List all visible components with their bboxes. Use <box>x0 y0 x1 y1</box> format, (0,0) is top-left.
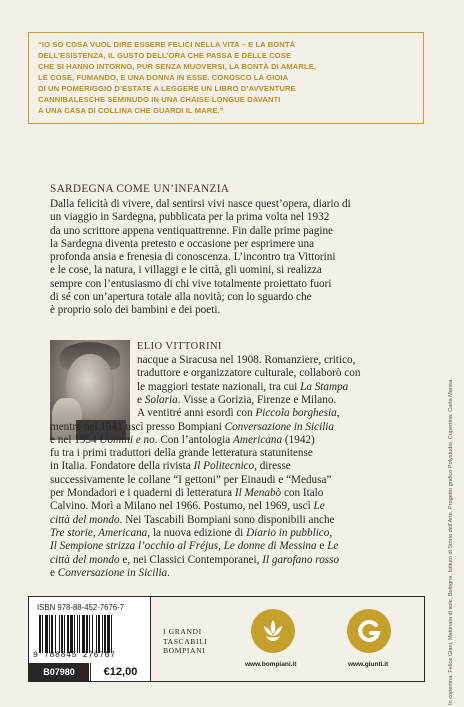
price-label: €12,00 <box>90 663 150 681</box>
quote-line: CHE SI HANNO INTORNO, PUR SENZA MUOVERSI, LA BONTÀ DI AMARLE, <box>38 62 317 71</box>
barcode-bar <box>92 615 93 653</box>
barcode-bar <box>42 615 43 653</box>
blurb-line: è proprio solo dei bambini e dei poeti. <box>50 304 221 317</box>
blurb <box>50 198 420 318</box>
quote-line: A UNA CASA DI COLLINA CHE GUARDI IL MARE.” <box>38 106 224 115</box>
barcode-bar <box>79 615 80 653</box>
bompiani-flower-icon <box>251 609 295 653</box>
blurb-line: da uno scrittore appena ventiquattrenne. Fin dalle prime pagine <box>50 224 334 237</box>
bio-line: e Conversazione in Sicilia. <box>50 566 170 579</box>
quote-line: CANNIBALESCHE SEMINUDO IN UNA CHAISE-LONGUE DAVANTI <box>38 95 281 104</box>
quote-line: DI UN POMERIGGIO D’ESTATE A LEGGERE UN LIBRO D’AVVENTURE <box>38 84 296 93</box>
barcode-bar <box>82 615 85 653</box>
bio-line: città del mondo e, nei Classici Contemporanei, Il garofano rosso <box>50 553 340 566</box>
series-line: BOMPIANI <box>163 646 206 655</box>
blurb-line: la Sardegna diventa pretesto e occasione per esprimere una <box>50 237 315 250</box>
bio-line: e Solaria. Visse a Gorizia, Firenze e Milano. <box>137 393 337 406</box>
series-panel <box>151 596 425 682</box>
quote-box <box>28 32 424 124</box>
product-code: B07980 <box>29 663 89 681</box>
series-line: TASCABILI <box>163 636 208 646</box>
barcode-bar <box>61 615 63 653</box>
barcode-bar <box>77 615 78 653</box>
barcode-bar <box>102 615 103 653</box>
barcode-bar <box>104 615 106 653</box>
bio-line: successivamente le collane “I gettoni” per Einaudi e “Medusa” <box>50 473 332 486</box>
barcode-bar <box>98 615 100 653</box>
barcode-bar <box>107 615 110 653</box>
bio-line: mentre nel 1941 uscì presso Bompiani Conversazione in Sicilia <box>50 420 335 433</box>
barcode-bars <box>39 615 143 653</box>
bio-line: Il Sempione strizza l’occhio al Fréjus, Le donne di Messina e Le <box>50 540 339 553</box>
barcode-bar <box>96 615 97 653</box>
barcode-bar <box>64 615 65 653</box>
bio-line: A ventitré anni esordì con Piccola borghesia, <box>137 407 340 420</box>
bio-line: città del mondo. Nei Tascabili Bompiani sono disponibili anche <box>50 513 335 526</box>
blurb-line: Dalla felicità di vivere, dal sentirsi vivi nasce quest’opera, diario di <box>50 198 351 210</box>
barcode-bar <box>39 615 41 653</box>
barcode-panel <box>28 596 151 682</box>
blurb-line: sempre con l’entusiasmo di chi vive totalmente proiettato fuori <box>50 277 332 290</box>
barcode-bar <box>86 615 88 653</box>
quote-line: “IO SO COSA VUOL DIRE ESSERE FELICI NELLA VITA – E LA BONTÀ <box>38 40 296 49</box>
blurb-line: e le cose, la natura, i villaggi e le città, gli uomini, si realizza <box>50 264 322 277</box>
giunti-url[interactable]: www.giunti.it <box>348 661 389 668</box>
quote-line: LE COSE, FUMANDO, E UNA DONNA IN ESSE. CONOSCO LA GIOIA <box>38 73 289 82</box>
blurb-line: un viaggio in Sardegna, pubblicata per la prima volta nel 1932 <box>50 211 330 224</box>
ean-digits: 9 788845 276767 <box>33 651 116 660</box>
series-name <box>163 627 207 656</box>
barcode-bar <box>49 615 50 653</box>
bio-line: le maggiori testate nazionali, tra cui La Stampa <box>137 380 349 393</box>
bio-line: Calvino. Morì a Milano nel 1966. Postumo, nel 1969, uscì Le <box>50 500 325 513</box>
bio-line: Tre storie, Americana, la nuova edizione di Diario in pubblico, <box>50 526 333 539</box>
bompiani-url[interactable]: www.bompiani.it <box>245 661 297 668</box>
barcode-bar <box>111 615 112 653</box>
section-title: SARDEGNA COME UN’INFANZIA <box>50 183 230 195</box>
bio-line: in Italia. Fondatore della rivista Il Politecnico, diresse <box>50 460 291 473</box>
cover-credits: In copertina: Felice Giani, Mattinata di sole, Bologna, Istituto di Storia dell’Arte. Progetto grafico Polystudio. Copertina: Carla Manea. <box>448 378 454 705</box>
bio-line: fu tra i primi traduttori della grande letteratura statunitense <box>50 447 313 460</box>
author-name: ELIO VITTORINI <box>137 341 222 352</box>
barcode-bar <box>45 615 48 653</box>
barcode-bar <box>74 615 75 653</box>
giunti-swirl-icon <box>347 609 391 653</box>
barcode-bar <box>55 615 56 653</box>
bio-line: per Mondadori e i quaderni di letteratura Il Menabò con Italo <box>50 487 324 499</box>
barcode-bar <box>70 615 73 653</box>
barcode-bar <box>89 615 90 653</box>
blurb-line: profonda ansia e frenesia di conoscenza. L’incontro tra Vittorini <box>50 251 336 264</box>
isbn-label: ISBN 978-88-452-7676-7 <box>37 603 125 612</box>
bio-line: nacque a Siracusa nel 1908. Romanziere, critico, <box>137 354 356 366</box>
bio-line: e nel 1954 Uomini e no. Con l’antologia Americana (1942) <box>50 433 315 446</box>
bio-line: traduttore e organizzatore culturale, collaborò con <box>137 367 361 380</box>
barcode-bar <box>67 615 69 653</box>
barcode-bar <box>59 615 60 653</box>
blurb-line: di sé con un’apertura totale alla novità; con lo sguardo che <box>50 291 312 304</box>
quote-line: DELL’ESISTENZA, IL GUSTO DELL’ORA CHE PASSA E DELLE COSE <box>38 51 292 60</box>
barcode-bar <box>51 615 53 653</box>
series-line: I GRANDI <box>163 627 202 636</box>
